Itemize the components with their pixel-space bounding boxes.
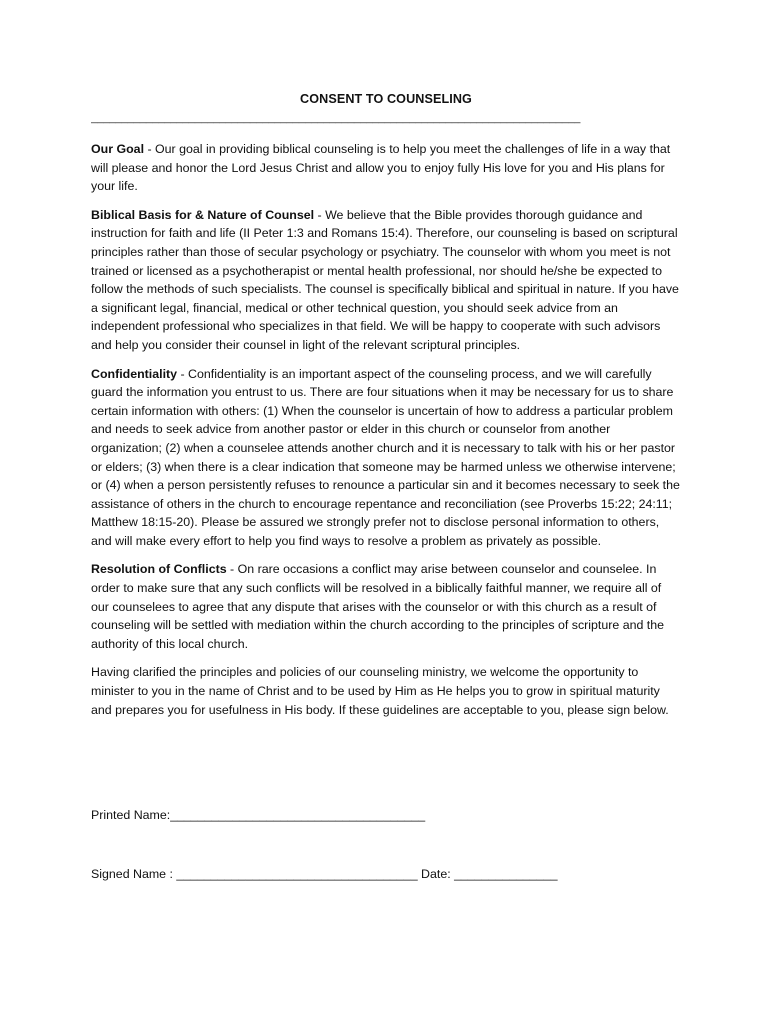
- section-text: - On rare occasions a conflict may arise between counselor and counselee. In order to make sure that any such conflicts will be resolved in a biblically faithful manner, we require all of our counselees to agree that any dispute that arises with the counselor or with this church as a result of counseling will be settled with mediation within the church according to the principles of scripture and the authority of this local church.: [91, 562, 665, 651]
- section-text: - We believe that the Bible provides thorough guidance and instruction for faith and life (II Peter 1:3 and Romans 15:4). Therefore, our counseling is based on scriptural principles rather than those of secular psychology or psychiatry. The counselor with whom you meet is not trained or licensed as a psychotherapist or mental health professional, nor should he/she be expected to follow the methods of such specialists. The counsel is specifically biblical and spiritual in nature. If you have a significant legal, financial, medical or other technical question, you should seek advice from an independent professional who specializes in that field. We will be happy to cooperate with such advisors and help you consider their counsel in light of the relevant scriptural principles.: [91, 207, 679, 352]
- section-text: - Confidentiality is an important aspect of the counseling process, and we will carefully guard the information you entrust to us. There are four situations when it may be necessary for us to share certain information with others: (1) When the counselor is uncertain of how to address a particular problem and needs to seek advice from another pastor or elder in this church or counselor from another organization; (2) when a counselee attends another church and it is necessary to talk with his or her pastor or elders; (3) when there is a clear indication that someone may be harmed unless we otherwise intervene; or (4) when a person persistently refuses to renounce a particular sin and it becomes necessary to seek the assistance of others in the church to encourage repentance and reconciliation (see Proverbs 15:22; 24:11; Matthew 18:15-20). Please be assured we strongly prefer not to disclose personal information to others, and will make every effort to help you find ways to resolve a problem as privately as possible.: [91, 366, 680, 548]
- signed-name-date-field[interactable]: Signed Name : ___________________________________ Date: _______________: [91, 867, 558, 881]
- section-heading: Biblical Basis for & Nature of Counsel: [91, 207, 315, 222]
- printed-name-field[interactable]: Printed Name:_____________________________________: [91, 808, 426, 822]
- consent-document: [91, 92, 681, 881]
- section-our-goal: [91, 140, 681, 196]
- section-confidentiality: [91, 365, 681, 551]
- title-underline: ________________________________________________________________________________: [91, 112, 581, 124]
- section-resolution-of-conflicts: [91, 560, 681, 653]
- section-heading: Our Goal: [91, 142, 145, 156]
- closing-paragraph: Having clarified the principles and policies of our counseling ministry, we welcome the opportunity to minister to you in the name of Christ and to be used by Him as He helps you to grow in spiritual maturity and prepares you for usefulness in His body. If these guidelines are acceptable to you, please sign below.: [91, 665, 669, 717]
- section-text: - Our goal in providing biblical counseling is to help you meet the challenges of life in a way that will please and honor the Lord Jesus Christ and allow you to enjoy fully His love for you and His plans for your life.: [91, 142, 671, 194]
- document-title: CONSENT TO COUNSELING: [300, 92, 472, 106]
- section-biblical-basis: [91, 206, 681, 355]
- section-heading: Resolution of Conflicts: [91, 562, 227, 577]
- section-heading: Confidentiality: [91, 366, 178, 381]
